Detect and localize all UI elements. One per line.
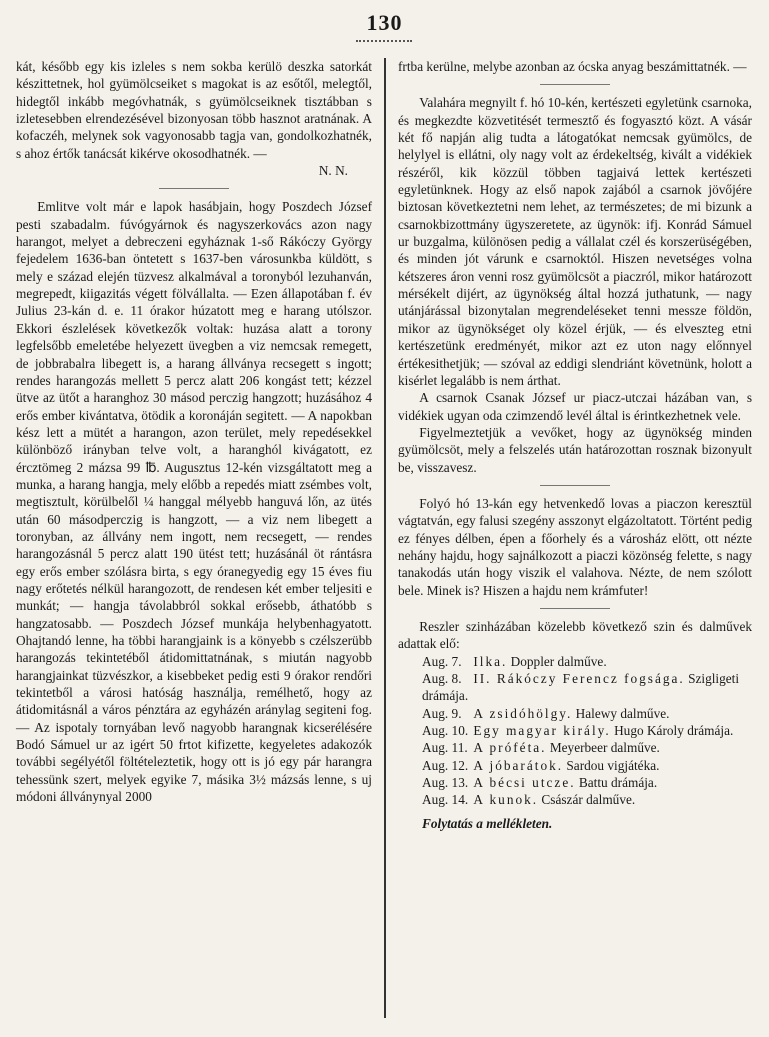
theatre-listings xyxy=(398,653,752,809)
theatre-listing: Aug. 11. A próféta. Meyerbeer dalműve. xyxy=(422,740,660,756)
market-article-address: A csarnok Csanak József ur piacz-utczai házában van, s vidékiek ugyan oda czimzendő levél által is érintkezhetnek vele. xyxy=(398,390,752,423)
intro-signature: N. N. xyxy=(318,163,348,179)
left-column xyxy=(16,58,372,805)
intro-signature-line xyxy=(16,162,372,179)
theatre-listing: Aug. 8. II. Rákóczy Ferencz fogsága. Szigligeti drámája. xyxy=(422,671,740,704)
theatre-listing: Aug. 12. A jóbarátok. Sardou vigjátéka. xyxy=(422,757,660,773)
column-divider xyxy=(384,58,386,1018)
theatre-listing: Aug. 14. A kunok. Császár dalműve. xyxy=(422,792,636,808)
intro-paragraph: kát, később egy kis izleles s nem sokba kerülö deszka satorkát készittetnek, hol gyümölcseiket s magokat is az esőtől, melegtől, hidegtől inkább megóvhatnák, s gyümölcseiknek tisztábban s izletesebben elrendezésével bizonyosan több hasznot aratnának. A kofaczéh, melynek sok vagyonosabb tagja van, gondolkozhatnék, s ahoz értők tanácsát kikérve okosodhatnék. — xyxy=(16,59,372,161)
right-column xyxy=(398,58,752,832)
continuation-note: Folytatás a mellékleten. xyxy=(422,815,553,831)
market-article-notice: Figyelmeztetjük a vevőket, hogy az ügynökség minden gyümölcsöt, mely a felszelés után határozottan rosznak bizonyult be, visszavesz. xyxy=(398,424,752,475)
theatre-intro: Reszler szinházában közelebb következő szin és dalművek adattak elő: xyxy=(398,618,752,652)
continuation-text: frtba kerülne, melybe azonban az ócska anyag beszámittatnék. — xyxy=(398,59,747,74)
section-separator xyxy=(540,608,610,609)
page-number-ornament xyxy=(356,40,412,42)
theatre-listing: Aug. 10. Egy magyar király. Hugo Károly drámája. xyxy=(422,723,734,739)
theatre-listing: Aug. 7. Ilka. Doppler dalműve. xyxy=(422,653,607,669)
bell-article: Emlitve volt már e lapok hasábjain, hogy Poszdech József pesti szabadalm. fúvógyárnok és nagyszerkovács azon nagy harangot, melyet a debreczeni egyháznak 1-ső Rákóczy György fejedelem 1636-ban öntetett s 1637-ben városunkba küldött, s mely e század elején tüzvesz alkalmával a toronyból lezuhanván, megrepedt, kiigazitás végett fölvállalta. — Ezen állapotában f. év Julius 23-kán d. e. 11 órakor húzatott meg e harang utólszor. Ekkori észlelések következők voltak: huzása alatt a torony legfelsőbb emeletébe helyezett üvegben a viz nemcsak remegett, de jobbrabalra libegett is, a harang állványa recsegett s ingott; rendes harangozás mellett 5 percz alatt 206 kongást tett; kézzel ütve az ütőt a haranghoz 30 másod perczig hangzott; huzásához 4 erős ember kivántatva, ötödik a koronáján segitett. — A napokban kész lett a mütét a harangon, azon terület, mely repedésekkel különböző irányban telve volt, a haranghól kivágatott, ez ércztömeg 2 mázsa 99 ℔. Augusztus 12-kén vizsgáltatott meg a munka, a harang hangja, mely előbb a repedés miatt zsémbes volt, megtisztult, körülbelől ¼ hanggal mélyebb hanguvá lőn, az ütés után 60 másodperczig is hangzott, — a viz nem libegett a toronyban, az állvány nem ingott, nem recsegett, — rendes harangozásnál 5 percz alatt 190 ütést tett; huzásánál öt rántásra egy erős ember szólásra birta, s egy óranegyedig egy 15 éves fiu nagy erőtetés nélkül harangozott, de rendesen két ember teljesiti e munkát; — hangja távolabbról sokkal erősebb, áthatóbb s hangzatosabb. — Poszdech József munkája helybenhagyatott. Ohajtandó lenne, ha többi harangjaink is a könyebb s czélszerübb harangozás tekintetéből átidomittatnának, s miután nagyobb harangjainkat tüzvészkor, a kisebbeket pedig esti 9 órakor rendőri tekintetből a városi hatóság használja, remélhető, hogy az átidomitásnál a város pénztára az egyházén aránylag segiteni fog. — Az ispotaly tornyában levő nagyobb harangnak kicserélésére Bodó Sámuel ur az igért 50 frtot kifizette, kegyeletes adakozók további segélyétől föltételeztetik, hogy ott is jó egy pár harangra tehessünk szert, melyek egyike 7, másika 3½ mázsás lenne, s uj módoni állványnyal 2000 xyxy=(16,199,372,805)
section-separator xyxy=(540,485,610,486)
section-separator xyxy=(540,84,610,85)
page-number: 130 xyxy=(366,10,403,35)
horse-article: Folyó hó 13-kán egy hetvenkedő lovas a piaczon keresztül vágtatván, egy falusi szegény asszonyt elgázoltatott. Történt pedig ez fényes délben, épen a főorhely és a városház elött, ott nézte nehány hajdu, hogy sajnálkozott a piaczi közönség felette, s nagy tanakodás után hogy viszik el valahova. Nézte, de nem szólott bele. Minek is? Hiszen a hajdu nem krámfuter! xyxy=(398,495,752,598)
theatre-listing: Aug. 13. A bécsi utcze. Battu drámája. xyxy=(422,775,658,791)
theatre-listing: Aug. 9. A zsidóhölgy. Halewy dalműve. xyxy=(422,705,670,721)
market-article: Valahára megnyilt f. hó 10-kén, kertészeti egyletünk csarnoka, és megkezdte közvetitését termesztő és fogyasztó közt. A vásár két fő napján alig tudta a látogatókat nemcsak gyümölcs, de helylyel is ellátni, oly nagy volt az érdekeltség, kivált a vidékiek részéről, kik közzül többen tagjaivá lettek kertészeti egyletünknek. Hogy az első napok zajából a csarnok jövőjére biztosan következtetni nem lehet, az természetes; de mi bizunk a csarnokbizottmány ügyszeretete, az ügynök: ifj. Konrád Sámuel ur buzgalma, különösen pedig a vállalat czél és korszerüségében, és minden jót várunk e csarnoktól. Hiszen nevetséges volna kétszeres áron venni rosz gyümölcsöt a piaczról, mikor határozott mérsékelt dijért, az ügynökség által hozzá juthatunk, — nagy utánjárással bizonytalan megrendeléseket tenni messze földön, mikor az ügynökséget oly közel érjük, — és elveszteg etni kertészetünk eredményét, mikor azt ez uton nagy előnnyel értékesithetjük; — szóval az eddigi slendriánt követnünk, holott a kisérlet legalább is nem árthat. xyxy=(398,95,752,388)
section-separator xyxy=(159,188,229,189)
